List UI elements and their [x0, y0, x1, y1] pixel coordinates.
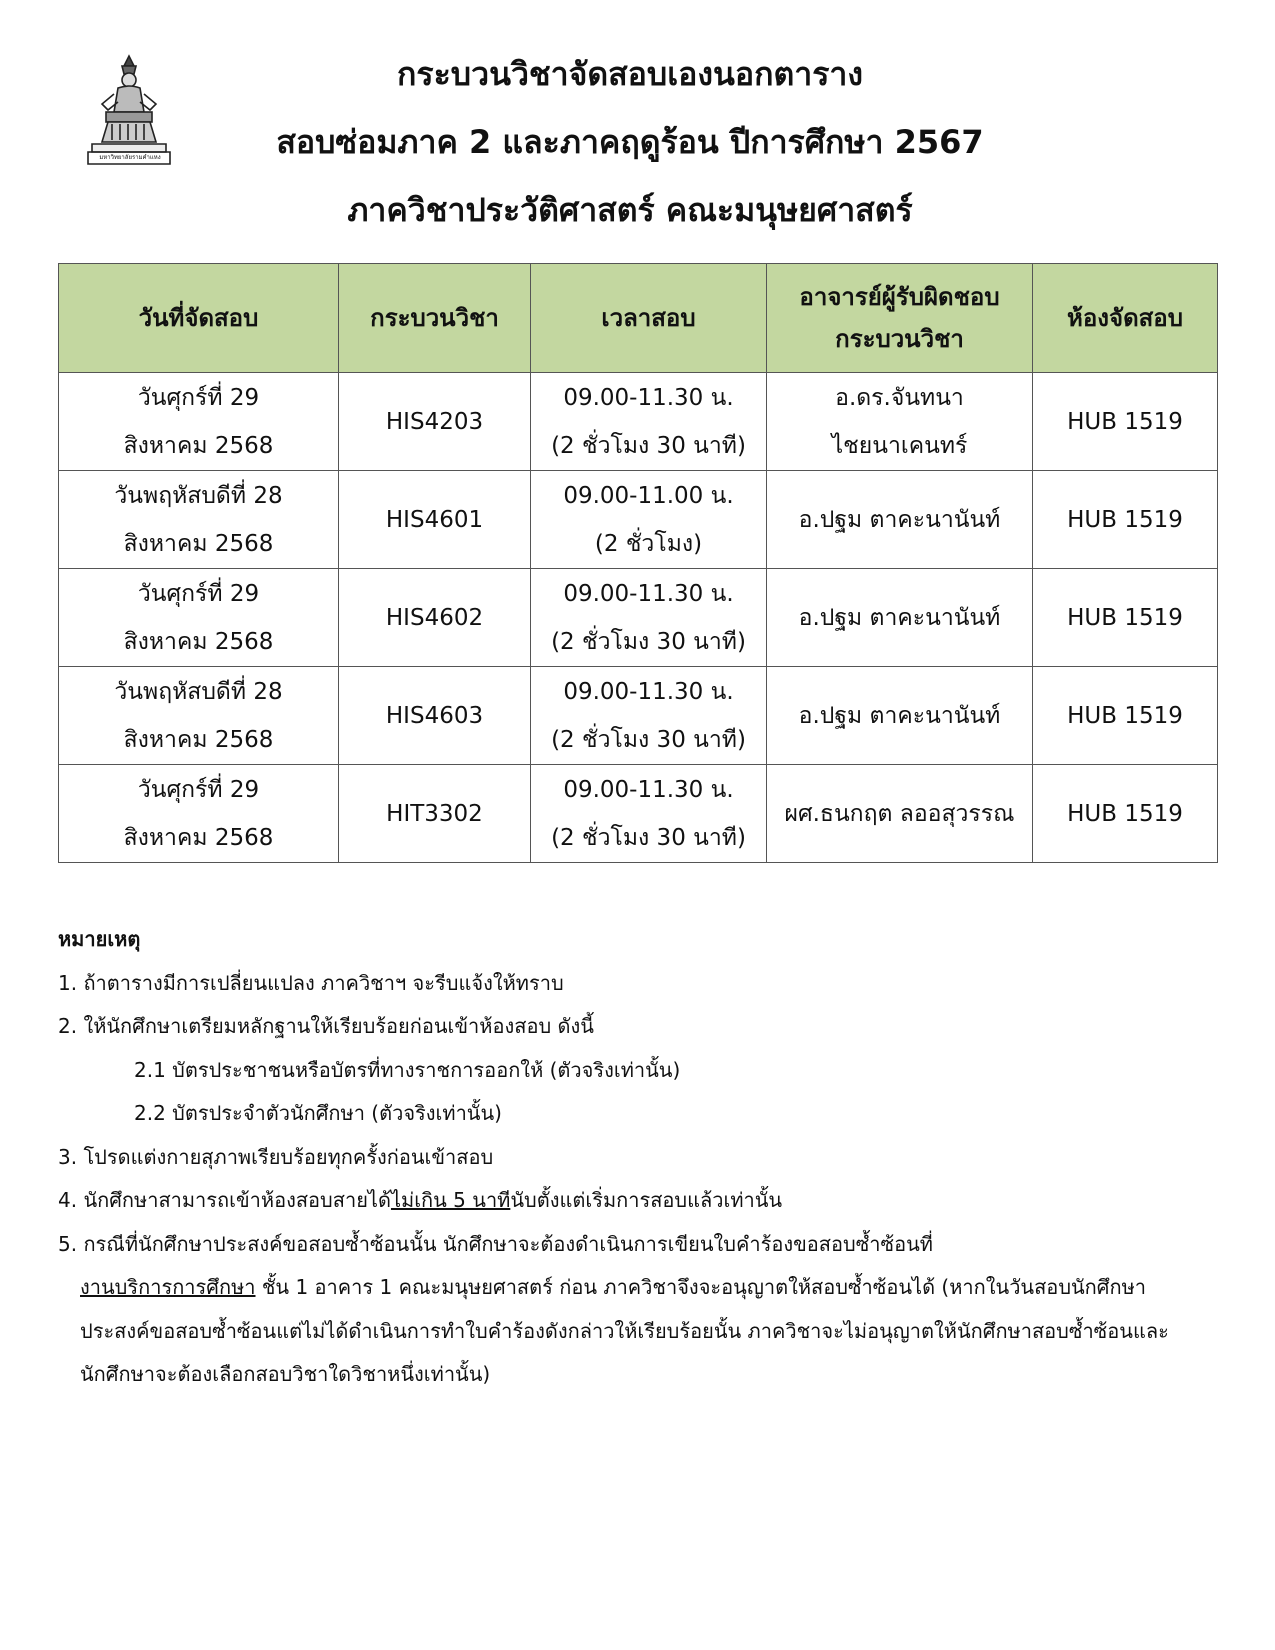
remark-2: 2. ให้นักศึกษาเตรียมหลักฐานให้เรียบร้อยก่อนเข้าห้องสอบ ดังนี้	[58, 1014, 594, 1038]
remark-5-line-3: ประสงค์ขอสอบซ้ำซ้อนแต่ไม่ได้ดำเนินการทำใบคำร้องดังกล่าวให้เรียบร้อยนั้น ภาควิชาจะไม่อนุญาตให้นักศึกษาสอบซ้ำซ้อนและ	[80, 1318, 1169, 1343]
remark-2-2: 2.2 บัตรประจำตัวนักศึกษา (ตัวจริงเท่านั้น)	[134, 1101, 502, 1125]
cell-date: วันศุกร์ที่ 29 สิงหาคม 2568	[59, 373, 339, 471]
table-header-row	[59, 264, 1218, 373]
cell-instructor: ผศ.ธนกฤต ลออสุวรรณ	[767, 765, 1033, 863]
table-row	[59, 765, 1218, 863]
cell-room: HUB 1519	[1033, 667, 1218, 765]
cell-date: วันพฤหัสบดีที่ 28 สิงหาคม 2568	[59, 667, 339, 765]
table-row	[59, 569, 1218, 667]
header-course: กระบวนวิชา	[339, 264, 531, 373]
document-title-block	[250, 40, 1010, 244]
remark-4: 4. นักศึกษาสามารถเข้าห้องสอบสายได้ไม่เกิน 5 นาทีนับตั้งแต่เริ่มการสอบแล้วเท่านั้น	[58, 1188, 783, 1212]
logo-caption: มหาวิทยาลัยรามคำแหง	[99, 154, 161, 161]
cell-instructor: อ.ปฐม ตาคะนานันท์	[767, 569, 1033, 667]
header-exam-time: เวลาสอบ	[531, 264, 767, 373]
cell-instructor: อ.ดร.จันทนา ไชยนาเคนทร์	[767, 373, 1033, 471]
remark-5-line-2: งานบริการการศึกษา ชั้น 1 อาคาร 1 คณะมนุษยศาสตร์ ก่อน ภาควิชาจึงจะอนุญาตให้สอบซ้ำซ้อนได้ (หากในวันสอบนักศึกษา	[80, 1275, 1147, 1299]
table-row	[59, 667, 1218, 765]
remark-1: 1. ถ้าตารางมีการเปลี่ยนแปลง ภาควิชาฯ จะรีบแจ้งให้ทราบ	[58, 970, 564, 995]
exam-schedule-table	[58, 263, 1218, 863]
table-row	[59, 373, 1218, 471]
header-exam-date: วันที่จัดสอบ	[59, 264, 339, 373]
cell-course: HIT3302	[339, 765, 531, 863]
cell-time: 09.00-11.30 น. (2 ชั่วโมง 30 นาที)	[531, 667, 767, 765]
royal-seated-figure-emblem-icon	[84, 52, 174, 168]
cell-course: HIS4602	[339, 569, 531, 667]
title-line-2: สอบซ่อมภาค 2 และภาคฤดูร้อน ปีการศึกษา 2567	[276, 123, 984, 161]
header-instructor: อาจารย์ผู้รับผิดชอบ กระบวนวิชา	[767, 264, 1033, 373]
cell-room: HUB 1519	[1033, 373, 1218, 471]
remark-5-line-4: นักศึกษาจะต้องเลือกสอบวิชาใดวิชาหนึ่งเท่านั้น)	[80, 1362, 491, 1386]
late-limit-text: ไม่เกิน 5 นาที	[390, 1188, 511, 1212]
table-row	[59, 471, 1218, 569]
title-line-1: กระบวนวิชาจัดสอบเองนอกตาราง	[397, 55, 863, 93]
cell-instructor: อ.ปฐม ตาคะนานันท์	[767, 667, 1033, 765]
cell-room: HUB 1519	[1033, 569, 1218, 667]
cell-course: HIS4203	[339, 373, 531, 471]
cell-room: HUB 1519	[1033, 471, 1218, 569]
cell-time: 09.00-11.30 น. (2 ชั่วโมง 30 นาที)	[531, 373, 767, 471]
cell-date: วันศุกร์ที่ 29 สิงหาคม 2568	[59, 765, 339, 863]
title-line-3: ภาควิชาประวัติศาสตร์ คณะมนุษยศาสตร์	[347, 191, 913, 229]
remark-5: 5. กรณีที่นักศึกษาประสงค์ขอสอบซ้ำซ้อนนั้น นักศึกษาจะต้องดำเนินการเขียนใบคำร้องขอสอบซ้ำซ้อนที่	[58, 1231, 933, 1256]
cell-course: HIS4603	[339, 667, 531, 765]
cell-time: 09.00-11.00 น. (2 ชั่วโมง)	[531, 471, 767, 569]
header-exam-room: ห้องจัดสอบ	[1033, 264, 1218, 373]
remarks-section	[58, 918, 1228, 1397]
remark-3: 3. โปรดแต่งกายสุภาพเรียบร้อยทุกครั้งก่อนเข้าสอบ	[58, 1144, 494, 1169]
remarks-heading: หมายเหตุ	[58, 927, 141, 951]
cell-time: 09.00-11.30 น. (2 ชั่วโมง 30 นาที)	[531, 569, 767, 667]
university-logo	[84, 52, 174, 168]
cell-room: HUB 1519	[1033, 765, 1218, 863]
cell-instructor: อ.ปฐม ตาคะนานันท์	[767, 471, 1033, 569]
cell-time: 09.00-11.30 น. (2 ชั่วโมง 30 นาที)	[531, 765, 767, 863]
cell-date: วันศุกร์ที่ 29 สิงหาคม 2568	[59, 569, 339, 667]
cell-course: HIS4601	[339, 471, 531, 569]
remark-2-1: 2.1 บัตรประชาชนหรือบัตรที่ทางราชการออกให้ (ตัวจริงเท่านั้น)	[134, 1057, 681, 1082]
cell-date: วันพฤหัสบดีที่ 28 สิงหาคม 2568	[59, 471, 339, 569]
education-service-office: งานบริการการศึกษา	[80, 1275, 256, 1299]
